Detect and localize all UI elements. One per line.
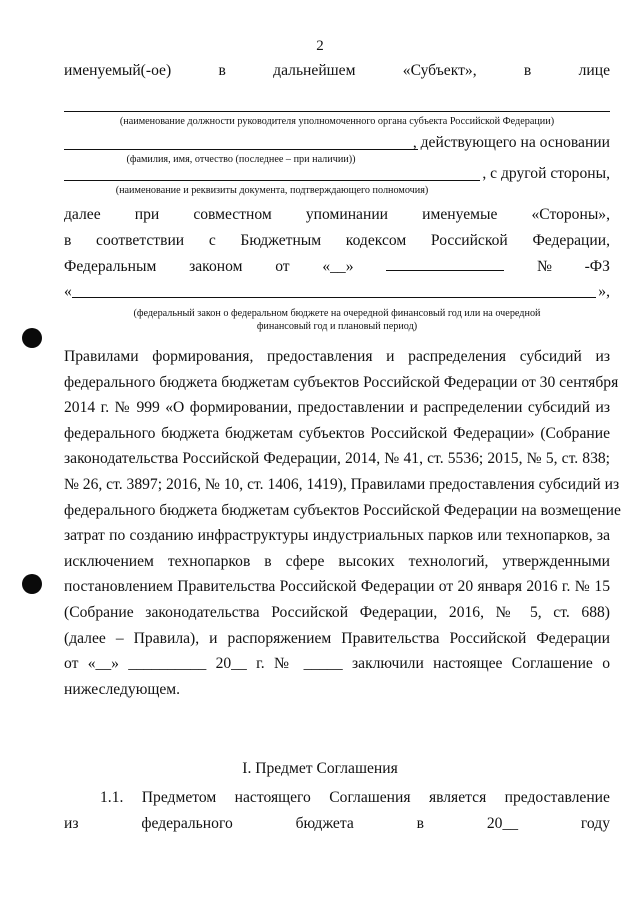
word: кодексом xyxy=(345,232,407,249)
punch-hole-icon xyxy=(22,574,42,594)
paragraph-line: федерального бюджета бюджетам субъектов Российской Федерации» (Собрание xyxy=(64,424,610,442)
word: Бюджетным xyxy=(240,232,322,249)
word: 20__ xyxy=(486,815,519,832)
word: Российской xyxy=(430,232,508,249)
caption-position: (наименование должности руководителя уполномоченного органа субъекта Российской Федерации) xyxy=(119,116,555,127)
word: от xyxy=(275,258,290,275)
blank-law-date xyxy=(386,258,504,271)
word: именуемый(-ое) xyxy=(64,62,172,79)
punch-hole-icon xyxy=(22,328,42,348)
word: в xyxy=(218,62,226,79)
word: в xyxy=(64,232,72,249)
word: законом xyxy=(189,258,243,275)
close-quote: », xyxy=(598,283,610,300)
word: году xyxy=(580,815,610,832)
word: в xyxy=(416,815,424,832)
other-side-text: , с другой стороны, xyxy=(482,165,610,182)
word: далее xyxy=(64,206,101,223)
parties-line xyxy=(64,206,610,224)
word: соответствии xyxy=(96,232,185,249)
caption-law-line: (федеральный закон о федеральном бюджете на очередной финансовый год или на очередной xyxy=(133,308,541,319)
word: Предметом xyxy=(141,789,217,806)
word: «Стороны», xyxy=(531,206,610,223)
word: именуемые xyxy=(422,206,498,223)
federal-law-line xyxy=(64,258,610,276)
word: при xyxy=(134,206,160,223)
paragraph-line: федерального бюджета бюджетам субъектов Российской Федерации на возмещение xyxy=(64,501,621,519)
paragraph-line: постановлением Правительства Российской Федерации от 20 января 2016 г. № 15 xyxy=(64,578,610,596)
word: федерального xyxy=(141,815,233,832)
law-title-line xyxy=(64,283,610,301)
clause-line xyxy=(100,789,610,807)
word: № xyxy=(536,258,552,275)
word: дальнейшем xyxy=(273,62,356,79)
word: является xyxy=(428,789,487,806)
paragraph-line: 2014 г. № 999 «О формировании, предоставлении и распределении субсидий из xyxy=(64,399,610,417)
caption-law-line: финансовый год и плановый период) xyxy=(256,321,418,332)
paragraph-line: № 26, ст. 3897; 2016, № 10, ст. 1406, 1419), Правилами предоставления субсидий из xyxy=(64,475,620,493)
word: -ФЗ xyxy=(584,258,610,275)
word: Соглашения xyxy=(329,789,411,806)
word: совместном xyxy=(193,206,272,223)
word: упоминании xyxy=(305,206,389,223)
paragraph-line: законодательства Российской Федерации, 2014, № 41, ст. 5536; 2015, № 5, ст. 838; xyxy=(64,450,610,468)
acting-basis-text: , действующего на основании xyxy=(412,134,610,151)
caption-document: (наименование и реквизиты документа, подтверждающего полномочия) xyxy=(115,185,429,196)
paragraph-line: (Собрание законодательства Российской Федерации, 2016, № 5, ст. 688) xyxy=(64,603,610,621)
word: с xyxy=(208,232,216,249)
word: из xyxy=(64,815,79,832)
word: лице xyxy=(578,62,610,79)
blank-line-position xyxy=(64,111,610,112)
word: настоящего xyxy=(234,789,311,806)
page-number: 2 xyxy=(316,38,324,54)
word: «__» xyxy=(322,258,354,275)
clause-line xyxy=(64,815,610,833)
main-paragraph xyxy=(64,344,621,702)
paragraph-line: исключением технопарков в сфере высоких технологий, утвержденными xyxy=(64,552,610,570)
acting-line xyxy=(64,134,610,152)
paragraph-line: затрат по созданию инфраструктуры индустриальных парков или технопарков, за xyxy=(64,527,610,545)
clause-number: 1.1. xyxy=(100,789,124,806)
caption-name: (фамилия, имя, отчество (последнее – при наличии)) xyxy=(126,154,356,165)
paragraph-line: федерального бюджета бюджетам субъектов Российской Федерации от 30 сентября xyxy=(64,373,619,391)
word: бюджета xyxy=(295,815,354,832)
word: «Субъект», xyxy=(402,62,477,79)
open-quote: « xyxy=(64,283,72,300)
section-heading: I. Предмет Соглашения xyxy=(242,760,398,777)
accordance-line xyxy=(64,232,610,250)
paragraph-line: от «__» __________ 20__ г. № _____ заключили настоящее Соглашение о xyxy=(64,655,610,673)
intro-line xyxy=(64,62,610,80)
paragraph-line: (далее – Правила), и распоряжением Правительства Российской Федерации xyxy=(64,629,610,647)
paragraph-line: нижеследующем. xyxy=(64,680,181,698)
word: Федерации, xyxy=(532,232,610,249)
caption-law xyxy=(64,307,610,333)
other-side-line xyxy=(64,165,610,183)
word: Федеральным xyxy=(64,258,157,275)
word: в xyxy=(523,62,532,79)
word: предоставление xyxy=(504,789,610,806)
paragraph-line: Правилами формирования, предоставления и распределения субсидий из xyxy=(64,348,610,365)
